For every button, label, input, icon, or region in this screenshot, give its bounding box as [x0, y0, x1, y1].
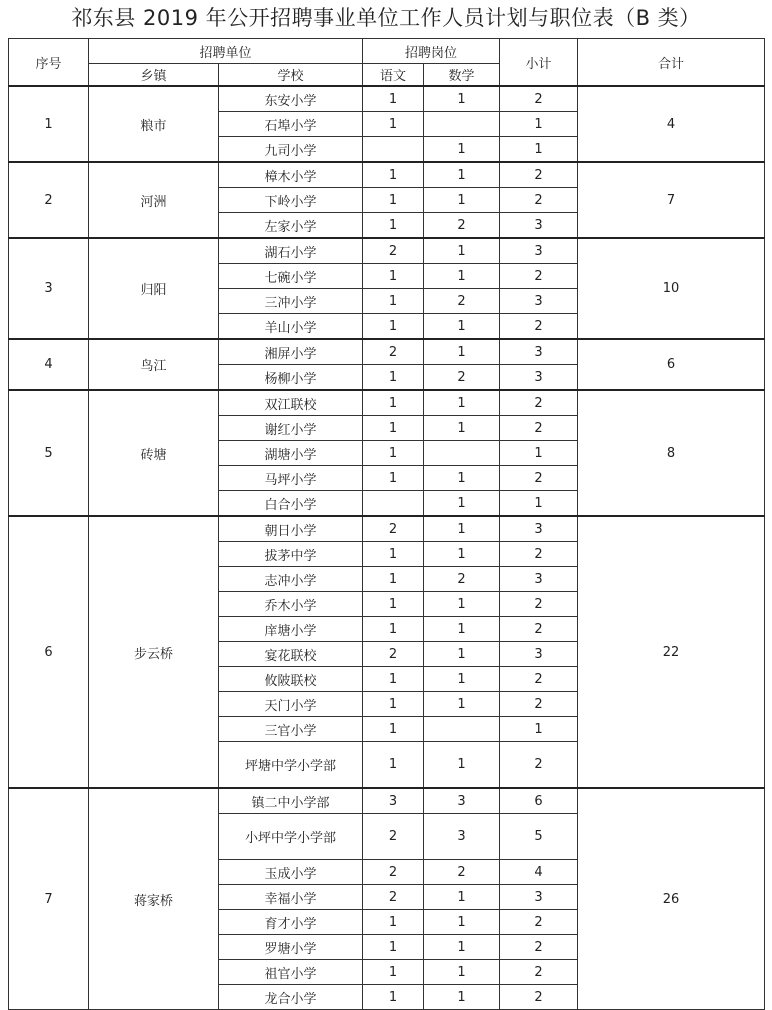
school-cell: 湖塘小学 [219, 441, 363, 466]
school-cell: 谢红小学 [219, 416, 363, 441]
subtotal-cell: 2 [500, 86, 578, 112]
seq-cell: 6 [9, 516, 89, 788]
school-cell: 湖石小学 [219, 238, 363, 264]
math-count-cell [424, 441, 500, 466]
chinese-count-cell: 1 [363, 188, 424, 213]
subtotal-cell: 5 [500, 814, 578, 860]
school-cell: 白合小学 [219, 491, 363, 517]
chinese-count-cell: 1 [363, 289, 424, 314]
chinese-count-cell: 2 [363, 860, 424, 885]
chinese-count-cell: 1 [363, 213, 424, 239]
school-cell: 左家小学 [219, 213, 363, 239]
school-cell: 双江联校 [219, 390, 363, 416]
chinese-count-cell: 1 [363, 667, 424, 692]
chinese-count-cell: 1 [363, 390, 424, 416]
header-positions: 招聘岗位 [363, 39, 500, 64]
chinese-count-cell: 1 [363, 960, 424, 985]
subtotal-cell: 2 [500, 617, 578, 642]
math-count-cell: 1 [424, 491, 500, 517]
seq-cell: 3 [9, 238, 89, 339]
chinese-count-cell: 1 [363, 592, 424, 617]
subtotal-cell: 2 [500, 742, 578, 789]
subtotal-cell: 2 [500, 188, 578, 213]
subtotal-cell: 2 [500, 960, 578, 985]
subtotal-cell: 1 [500, 137, 578, 163]
math-count-cell: 1 [424, 314, 500, 340]
chinese-count-cell: 2 [363, 339, 424, 365]
subtotal-cell: 3 [500, 365, 578, 391]
chinese-count-cell: 1 [363, 935, 424, 960]
town-cell: 蒋家桥 [89, 788, 219, 1010]
math-count-cell: 1 [424, 592, 500, 617]
school-cell: 石埠小学 [219, 112, 363, 137]
chinese-count-cell: 1 [363, 617, 424, 642]
chinese-count-cell: 1 [363, 264, 424, 289]
chinese-count-cell: 2 [363, 516, 424, 542]
school-cell: 杨柳小学 [219, 365, 363, 391]
subtotal-cell: 2 [500, 592, 578, 617]
header-unit: 招聘单位 [89, 39, 363, 64]
subtotal-cell: 3 [500, 567, 578, 592]
subtotal-cell: 1 [500, 491, 578, 517]
subtotal-cell: 2 [500, 390, 578, 416]
subtotal-cell: 4 [500, 860, 578, 885]
math-count-cell: 2 [424, 289, 500, 314]
chinese-count-cell: 2 [363, 885, 424, 910]
town-cell: 砖塘 [89, 390, 219, 516]
subtotal-cell: 2 [500, 162, 578, 188]
math-count-cell: 2 [424, 365, 500, 391]
seq-cell: 7 [9, 788, 89, 1010]
subtotal-cell: 2 [500, 314, 578, 340]
school-cell: 羊山小学 [219, 314, 363, 340]
subtotal-cell: 3 [500, 213, 578, 239]
chinese-count-cell: 1 [363, 692, 424, 717]
school-cell: 庠塘小学 [219, 617, 363, 642]
math-count-cell: 1 [424, 238, 500, 264]
header-town: 乡镇 [89, 64, 219, 87]
math-count-cell: 1 [424, 264, 500, 289]
table-row [9, 86, 765, 112]
subtotal-cell: 2 [500, 264, 578, 289]
school-cell: 志冲小学 [219, 567, 363, 592]
math-count-cell [424, 717, 500, 742]
header-total: 合计 [578, 39, 765, 87]
math-count-cell: 1 [424, 935, 500, 960]
school-cell: 宴花联校 [219, 642, 363, 667]
school-cell: 三冲小学 [219, 289, 363, 314]
subtotal-cell: 3 [500, 238, 578, 264]
seq-cell: 1 [9, 86, 89, 162]
school-cell: 镇二中小学部 [219, 788, 363, 814]
seq-cell: 4 [9, 339, 89, 390]
subtotal-cell: 2 [500, 910, 578, 935]
header-chinese: 语文 [363, 64, 424, 87]
school-cell: 七碗小学 [219, 264, 363, 289]
header-subtotal: 小计 [500, 39, 578, 87]
math-count-cell: 3 [424, 814, 500, 860]
school-cell: 育才小学 [219, 910, 363, 935]
chinese-count-cell: 1 [363, 86, 424, 112]
math-count-cell: 1 [424, 86, 500, 112]
subtotal-cell: 2 [500, 466, 578, 491]
subtotal-cell: 2 [500, 935, 578, 960]
math-count-cell: 1 [424, 885, 500, 910]
chinese-count-cell: 1 [363, 365, 424, 391]
school-cell: 拔茅中学 [219, 542, 363, 567]
chinese-count-cell: 2 [363, 642, 424, 667]
subtotal-cell: 3 [500, 289, 578, 314]
math-count-cell: 1 [424, 516, 500, 542]
subtotal-cell: 3 [500, 516, 578, 542]
town-cell: 归阳 [89, 238, 219, 339]
table-row [9, 238, 765, 264]
math-count-cell: 1 [424, 137, 500, 163]
subtotal-cell: 2 [500, 542, 578, 567]
seq-cell: 5 [9, 390, 89, 516]
town-cell: 河洲 [89, 162, 219, 238]
total-cell: 7 [578, 162, 765, 238]
math-count-cell [424, 112, 500, 137]
town-cell: 鸟江 [89, 339, 219, 390]
subtotal-cell: 1 [500, 441, 578, 466]
math-count-cell: 2 [424, 213, 500, 239]
subtotal-cell: 2 [500, 692, 578, 717]
math-count-cell: 1 [424, 162, 500, 188]
school-cell: 九司小学 [219, 137, 363, 163]
math-count-cell: 2 [424, 567, 500, 592]
math-count-cell: 1 [424, 910, 500, 935]
school-cell: 马坪小学 [219, 466, 363, 491]
chinese-count-cell: 2 [363, 238, 424, 264]
subtotal-cell: 2 [500, 667, 578, 692]
total-cell: 8 [578, 390, 765, 516]
table-row [9, 162, 765, 188]
chinese-count-cell: 1 [363, 162, 424, 188]
chinese-count-cell [363, 137, 424, 163]
school-cell: 朝日小学 [219, 516, 363, 542]
school-cell: 湘屏小学 [219, 339, 363, 365]
math-count-cell: 1 [424, 742, 500, 789]
total-cell: 6 [578, 339, 765, 390]
math-count-cell: 1 [424, 692, 500, 717]
math-count-cell: 1 [424, 985, 500, 1010]
total-cell: 26 [578, 788, 765, 1010]
chinese-count-cell: 1 [363, 112, 424, 137]
school-cell: 攸陂联校 [219, 667, 363, 692]
math-count-cell: 1 [424, 617, 500, 642]
school-cell: 祖官小学 [219, 960, 363, 985]
math-count-cell: 1 [424, 466, 500, 491]
chinese-count-cell: 1 [363, 742, 424, 789]
subtotal-cell: 3 [500, 885, 578, 910]
math-count-cell: 1 [424, 416, 500, 441]
chinese-count-cell [363, 491, 424, 517]
chinese-count-cell: 1 [363, 542, 424, 567]
math-count-cell: 1 [424, 542, 500, 567]
chinese-count-cell: 3 [363, 788, 424, 814]
school-cell: 玉成小学 [219, 860, 363, 885]
table-row [9, 516, 765, 542]
chinese-count-cell: 1 [363, 416, 424, 441]
school-cell: 三官小学 [219, 717, 363, 742]
math-count-cell: 1 [424, 339, 500, 365]
school-cell: 天门小学 [219, 692, 363, 717]
chinese-count-cell: 1 [363, 441, 424, 466]
table-header [9, 39, 765, 87]
total-cell: 10 [578, 238, 765, 339]
subtotal-cell: 2 [500, 416, 578, 441]
math-count-cell: 1 [424, 960, 500, 985]
school-cell: 下岭小学 [219, 188, 363, 213]
subtotal-cell: 1 [500, 717, 578, 742]
school-cell: 龙合小学 [219, 985, 363, 1010]
school-cell: 罗塘小学 [219, 935, 363, 960]
math-count-cell: 1 [424, 390, 500, 416]
chinese-count-cell: 1 [363, 717, 424, 742]
chinese-count-cell: 1 [363, 466, 424, 491]
subtotal-cell: 3 [500, 339, 578, 365]
seq-cell: 2 [9, 162, 89, 238]
subtotal-cell: 3 [500, 642, 578, 667]
math-count-cell: 3 [424, 788, 500, 814]
school-cell: 幸福小学 [219, 885, 363, 910]
page-title: 祁东县 2019 年公开招聘事业单位工作人员计划与职位表（B 类） [71, 6, 701, 30]
math-count-cell: 1 [424, 642, 500, 667]
header-seq: 序号 [9, 39, 89, 87]
school-cell: 坪塘中学小学部 [219, 742, 363, 789]
school-cell: 乔木小学 [219, 592, 363, 617]
table-row [9, 390, 765, 416]
header-school: 学校 [219, 64, 363, 87]
school-cell: 樟木小学 [219, 162, 363, 188]
math-count-cell: 2 [424, 860, 500, 885]
total-cell: 4 [578, 86, 765, 162]
recruitment-table [8, 38, 765, 1010]
school-cell: 东安小学 [219, 86, 363, 112]
table-row [9, 339, 765, 365]
subtotal-cell: 1 [500, 112, 578, 137]
math-count-cell: 1 [424, 667, 500, 692]
chinese-count-cell: 1 [363, 567, 424, 592]
table-body [9, 86, 765, 1010]
town-cell: 粮市 [89, 86, 219, 162]
school-cell: 小坪中学小学部 [219, 814, 363, 860]
subtotal-cell: 2 [500, 985, 578, 1010]
subtotal-cell: 6 [500, 788, 578, 814]
chinese-count-cell: 1 [363, 985, 424, 1010]
town-cell: 步云桥 [89, 516, 219, 788]
total-cell: 22 [578, 516, 765, 788]
chinese-count-cell: 1 [363, 910, 424, 935]
chinese-count-cell: 2 [363, 814, 424, 860]
table-row [9, 788, 765, 814]
chinese-count-cell: 1 [363, 314, 424, 340]
header-math: 数学 [424, 64, 500, 87]
math-count-cell: 1 [424, 188, 500, 213]
